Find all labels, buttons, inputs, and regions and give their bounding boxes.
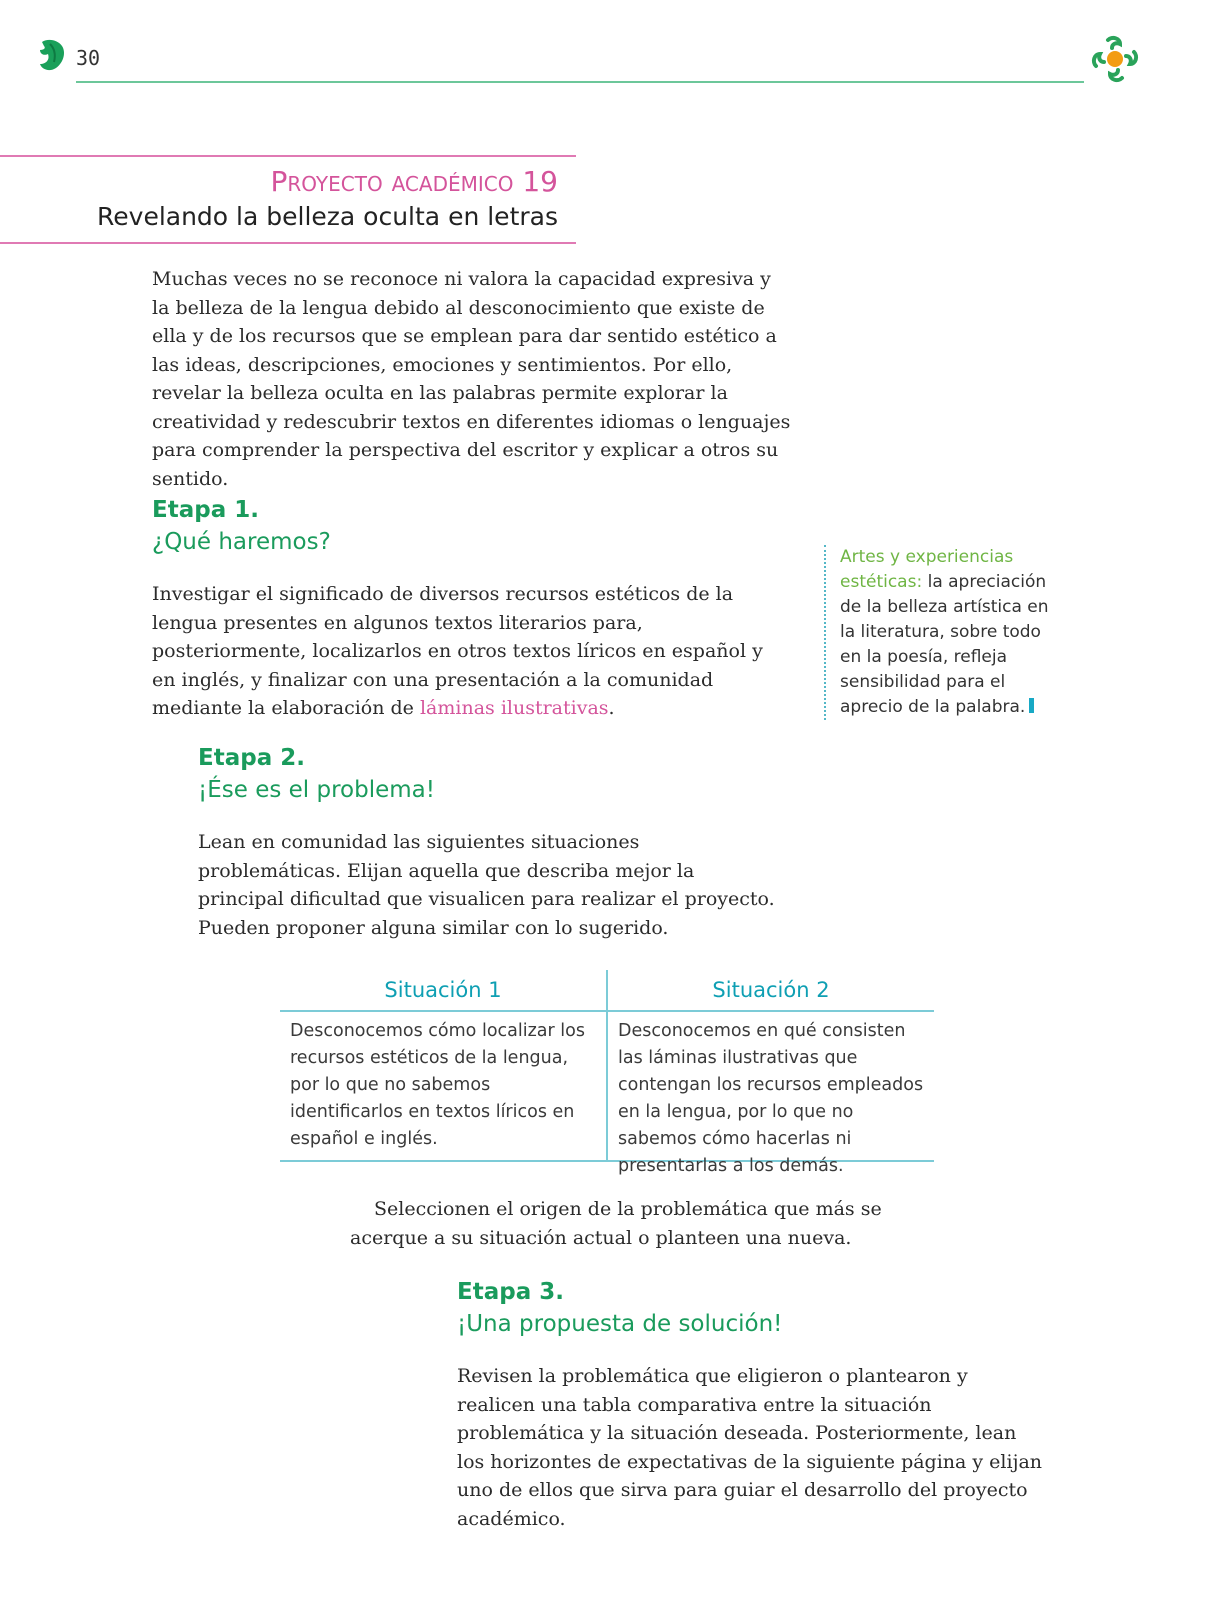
situation-1-cell: Desconocemos cómo localizar los recursos estéticos de la lengua, por lo que no sabemos identificarlos en textos líricos en español e inglés. bbox=[290, 1021, 585, 1149]
project-title: Proyecto académico 19 bbox=[270, 165, 558, 198]
select-instruction bbox=[350, 1195, 960, 1252]
situation-2-header: Situación 2 bbox=[712, 978, 830, 1002]
side-note-term: Artes y experiencias estéticas: bbox=[840, 547, 1014, 592]
etapa-1-text: Investigar el significado de diversos recursos estéticos de la lengua presentes en algunos textos literarios para, posteriormente, localizarlos en otros textos líricos en español y en inglés, y finalizar con una presentación a la comunidad mediante la elaboración de bbox=[152, 583, 763, 719]
etapa-1-heading bbox=[152, 494, 331, 558]
laminas-ilustrativas-link[interactable]: láminas ilustrativas bbox=[419, 697, 609, 719]
project-subtitle: Revelando la belleza oculta en letras bbox=[97, 202, 558, 231]
etapa-2-heading bbox=[198, 742, 435, 806]
etapa-1-number: Etapa 1. bbox=[152, 497, 259, 523]
etapa-3-heading bbox=[457, 1276, 782, 1340]
side-note-text: la apreciación de la belleza artística en la literatura, sobre todo en la poesía, refleja sensibilidad para el aprecio de la palabra. bbox=[840, 572, 1049, 717]
situation-1-header: Situación 1 bbox=[384, 978, 502, 1002]
intro-paragraph bbox=[152, 265, 792, 493]
etapa-2-text: Lean en comunidad las siguientes situaciones problemáticas. Elijan aquella que describa mejor la principal dificultad que visualicen para realizar el proyecto. Pueden proponer alguna similar con lo sugerido. bbox=[198, 831, 775, 939]
situations-table bbox=[280, 970, 934, 1176]
etapa-1-paragraph bbox=[152, 580, 772, 723]
etapa-3-title: ¡Una propuesta de solución! bbox=[457, 1311, 783, 1337]
side-note bbox=[824, 545, 1062, 720]
etapa-3-number: Etapa 3. bbox=[457, 1279, 564, 1305]
table-column-divider bbox=[606, 970, 608, 1160]
green-leaf-logo-icon bbox=[36, 38, 68, 72]
select-instruction-text: Seleccionen el origen de la problemática que más se acerque a su situación actual o planteen una nueva. bbox=[350, 1198, 882, 1249]
situation-2-cell: Desconocemos en qué consisten las láminas ilustrativas que contengan los recursos empleados en la lengua, por lo que no sabemos cómo hacerlas ni presentarlas a los demás. bbox=[618, 1021, 924, 1176]
header-rule bbox=[76, 81, 1084, 83]
page-number: 30 bbox=[76, 46, 101, 70]
intro-text: Muchas veces no se reconoce ni valora la capacidad expresiva y la belleza de la lengua debido al desconocimiento que existe de ella y de los recursos que se emplean para dar sentido estético a las ideas, descripciones, emociones y sentimientos. Por ello, revelar la belleza oculta en las palabras permite explorar la creatividad y redescubrir textos en diferentes idiomas o lenguajes para comprender la perspectiva del escritor y explicar a otros su sentido. bbox=[152, 268, 791, 490]
etapa-1-text-end: . bbox=[608, 697, 615, 719]
project-title-box bbox=[0, 155, 576, 244]
etapa-1-title: ¿Qué haremos? bbox=[152, 529, 331, 555]
etapa-2-number: Etapa 2. bbox=[198, 745, 305, 771]
etapa-3-text: Revisen la problemática que eligieron o plantearon y realicen una tabla comparativa entre la situación problemática y la situación deseada. Posteriormente, lean los horizontes de expectativas de la siguiente página y elijan uno de ellos que sirva para guiar el desarrollo del proyecto académico. bbox=[457, 1365, 1043, 1530]
orange-flower-logo-icon bbox=[1090, 34, 1140, 84]
etapa-2-paragraph bbox=[198, 828, 778, 942]
etapa-2-title: ¡Ése es el problema! bbox=[198, 777, 435, 803]
etapa-3-paragraph bbox=[457, 1362, 1047, 1533]
end-marker-icon bbox=[1029, 698, 1034, 713]
